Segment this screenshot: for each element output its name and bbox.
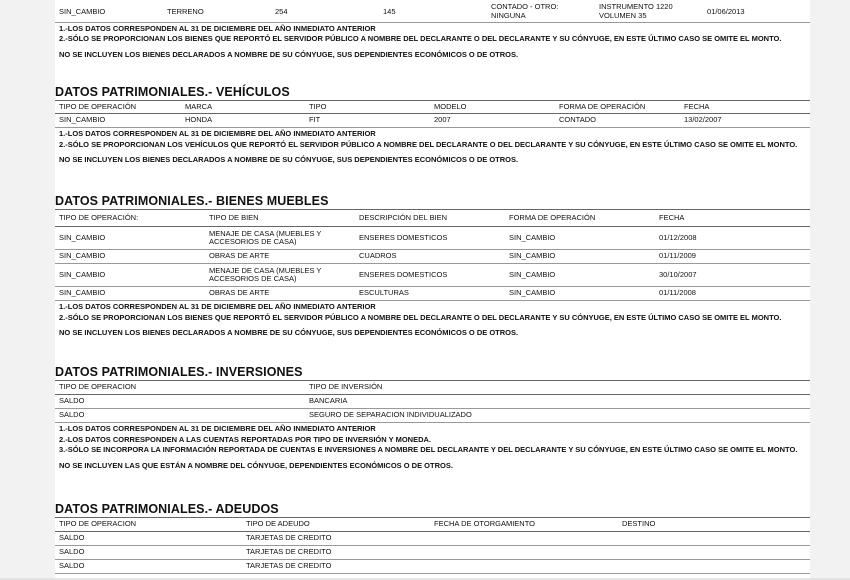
column-header: FECHA DE OTORGAMIENTO [430, 518, 618, 532]
table-cell [618, 532, 810, 546]
note: 1.-LOS DATOS CORRESPONDEN AL 31 DE DICIEMBRE DEL AÑO INMEDIATO ANTERIOR [59, 424, 376, 433]
table-cell [430, 546, 618, 560]
table-cell: CONTADO [555, 114, 680, 128]
table-cell: INSTRUMENTO 1220 VOLUMEN 35 [595, 2, 703, 22]
note: 1.-LOS DATOS CORRESPONDEN AL 31 DE DICIEMBRE DEL AÑO INMEDIATO ANTERIOR [59, 302, 376, 311]
table-cell: TARJETAS DE CREDITO [242, 546, 430, 560]
table-row [55, 250, 810, 264]
note: 3.-SÓLO SE INCORPORA LA INFORMACIÓN REPORTADA DE CUENTAS E INVERSIONES A NOMBRE DEL DECLARANTE Y DEL DECLARANTE Y SU CÓNYUGE, EN ESTE ÚLTIMO CASO SE OMITE EL MONTO. [59, 445, 798, 454]
table-cell: 254 [271, 2, 379, 22]
section-adeudos [55, 501, 810, 574]
vehiculos-table [55, 100, 810, 128]
adeudos-table [55, 517, 810, 574]
bienes-muebles-table [55, 209, 810, 301]
table-row [55, 227, 810, 250]
table-cell: 01/06/2013 [703, 2, 810, 22]
column-header: TIPO DE OPERACION [55, 518, 242, 532]
column-header: FECHA [655, 210, 810, 227]
table-cell: TERRENO [163, 2, 271, 22]
inmuebles-table [55, 2, 810, 23]
table-cell [430, 560, 618, 574]
note: NO SE INCLUYEN LAS QUE ESTÁN A NOMBRE DEL CÓNYUGE, DEPENDIENTES ECONÓMICOS O DE OTROS. [59, 460, 453, 470]
table-row [55, 395, 810, 409]
table-cell: OBRAS DE ARTE [205, 287, 355, 301]
document-page [55, 0, 810, 580]
table-cell: SIN_CAMBIO [55, 114, 181, 128]
section-bienes-muebles [55, 193, 810, 338]
table-cell: SIN_CAMBIO [505, 264, 655, 287]
table-cell [430, 532, 618, 546]
note: NO SE INCLUYEN LOS BIENES DECLARADOS A NOMBRE DE SU CÓNYUGE, SUS DEPENDIENTES ECONÓMICOS O DE OTROS. [59, 49, 519, 59]
table-cell: MENAJE DE CASA (MUEBLES Y ACCESORIOS DE CASA) [205, 264, 355, 287]
table-cell: SALDO [55, 395, 305, 409]
note: NO SE INCLUYEN LOS BIENES DECLARADOS A NOMBRE DE SU CÓNYUGE, SUS DEPENDIENTES ECONÓMICOS O DE OTROS. [59, 155, 519, 164]
note: 2.-SÓLO SE PROPORCIONAN LOS BIENES QUE REPORTÓ EL SERVIDOR PÚBLICO A NOMBRE DEL DECLARANTE O DEL DECLARANTE Y SU CÓNYUGE, EN ESTE ÚLTIMO CASO SE OMITE EL MONTO. [59, 34, 782, 43]
table-cell: BANCARIA [305, 395, 555, 409]
notes [55, 303, 810, 338]
notes [55, 25, 810, 60]
table-cell: CONTADO - OTRO: NINGUNA [487, 2, 595, 22]
section-inversiones [55, 364, 810, 470]
column-header: TIPO DE ADEUDO [242, 518, 430, 532]
column-header: FORMA DE OPERACIÓN [505, 210, 655, 227]
table-cell [618, 546, 810, 560]
table-cell: SEGURO DE SEPARACION INDIVIDUALIZADO [305, 409, 555, 423]
column-header: TIPO [305, 101, 430, 114]
table-row [55, 409, 810, 423]
note: 2.-SÓLO SE PROPORCIONAN LOS VEHÍCULOS QUE REPORTÓ EL SERVIDOR PÚBLICO A NOMBRE DEL DECLARANTE O DEL DECLARANTE Y SU CÓNYUGE, EN ESTE ÚLTIMO CASO SE OMITE EL MONTO. [59, 139, 798, 149]
inversiones-table [55, 380, 810, 423]
table-cell [618, 560, 810, 574]
table-cell: CUADROS [355, 250, 505, 264]
table-cell: 145 [379, 2, 487, 22]
column-header: TIPO DE OPERACIÓN: [55, 210, 205, 227]
table-cell: SIN_CAMBIO [505, 287, 655, 301]
note: 1.-LOS DATOS CORRESPONDEN AL 31 DE DICIEMBRE DEL AÑO INMEDIATO ANTERIOR [59, 129, 376, 138]
table-header-row [55, 101, 810, 114]
column-header: FORMA DE OPERACIÓN [555, 101, 680, 114]
column-header: TIPO DE INVERSIÓN [305, 381, 555, 395]
column-header [555, 381, 810, 395]
section-title: DATOS PATRIMONIALES.- VEHÍCULOS [55, 85, 290, 99]
table-row [55, 532, 810, 546]
table-cell: SALDO [55, 409, 305, 423]
table-cell [555, 395, 810, 409]
table-cell: SIN_CAMBIO [55, 2, 163, 22]
column-header: DESTINO [618, 518, 810, 532]
table-row [55, 114, 810, 128]
table-cell: 30/10/2007 [655, 264, 810, 287]
column-header: DESCRIPCIÓN DEL BIEN [355, 210, 505, 227]
table-cell [555, 409, 810, 423]
section-title: DATOS PATRIMONIALES.- ADEUDOS [55, 502, 279, 516]
table-cell: 01/11/2008 [655, 287, 810, 301]
table-cell: HONDA [181, 114, 305, 128]
table-cell: SIN_CAMBIO [505, 227, 655, 250]
table-cell: SALDO [55, 532, 242, 546]
table-row [55, 264, 810, 287]
table-header-row [55, 210, 810, 227]
section-vehiculos [55, 84, 810, 165]
table-cell: 2007 [430, 114, 555, 128]
table-cell: 01/11/2009 [655, 250, 810, 264]
column-header: FECHA [680, 101, 810, 114]
column-header: TIPO DE BIEN [205, 210, 355, 227]
column-header: MARCA [181, 101, 305, 114]
table-row [55, 2, 810, 22]
note: 1.-LOS DATOS CORRESPONDEN AL 31 DE DICIEMBRE DEL AÑO INMEDIATO ANTERIOR [59, 23, 376, 33]
table-cell: ENSERES DOMESTICOS [355, 264, 505, 287]
table-cell: SALDO [55, 546, 242, 560]
section-title: DATOS PATRIMONIALES.- INVERSIONES [55, 365, 303, 379]
table-cell: MENAJE DE CASA (MUEBLES Y ACCESORIOS DE CASA) [205, 227, 355, 250]
column-header: TIPO DE OPERACION [55, 381, 305, 395]
table-cell: FIT [305, 114, 430, 128]
table-cell: SIN_CAMBIO [55, 264, 205, 287]
inmuebles-fragment [55, 2, 810, 59]
table-cell: ESCULTURAS [355, 287, 505, 301]
note: 2.-LOS DATOS CORRESPONDEN A LAS CUENTAS REPORTADAS POR TIPO DE INVERSIÓN Y MONEDA. [59, 434, 431, 444]
table-cell: SIN_CAMBIO [55, 287, 205, 301]
table-header-row [55, 381, 810, 395]
table-header-row [55, 518, 810, 532]
table-cell: ENSERES DOMESTICOS [355, 227, 505, 250]
notes [55, 425, 810, 470]
table-cell: SIN_CAMBIO [55, 250, 205, 264]
notes [55, 130, 810, 165]
table-cell: SALDO [55, 560, 242, 574]
table-row [55, 560, 810, 574]
note: NO SE INCLUYEN LOS BIENES DECLARADOS A NOMBRE DE SU CÓNYUGE, SUS DEPENDIENTES ECONÓMICOS O DE OTROS. [59, 328, 519, 337]
table-cell: TARJETAS DE CREDITO [242, 560, 430, 574]
table-cell: 13/02/2007 [680, 114, 810, 128]
table-cell: 01/12/2008 [655, 227, 810, 250]
table-cell: SIN_CAMBIO [55, 227, 205, 250]
table-row [55, 287, 810, 301]
table-cell: SIN_CAMBIO [505, 250, 655, 264]
note: 2.-SÓLO SE PROPORCIONAN LOS BIENES QUE REPORTÓ EL SERVIDOR PÚBLICO A NOMBRE DEL DECLARANTE O DEL DECLARANTE Y SU CÓNYUGE, EN ESTE ÚLTIMO CASO SE OMITE EL MONTO. [59, 312, 782, 322]
table-cell: TARJETAS DE CREDITO [242, 532, 430, 546]
table-cell: OBRAS DE ARTE [205, 250, 355, 264]
column-header: MODELO [430, 101, 555, 114]
table-row [55, 546, 810, 560]
section-title: DATOS PATRIMONIALES.- BIENES MUEBLES [55, 194, 329, 208]
column-header: TIPO DE OPERACIÓN [55, 101, 181, 114]
